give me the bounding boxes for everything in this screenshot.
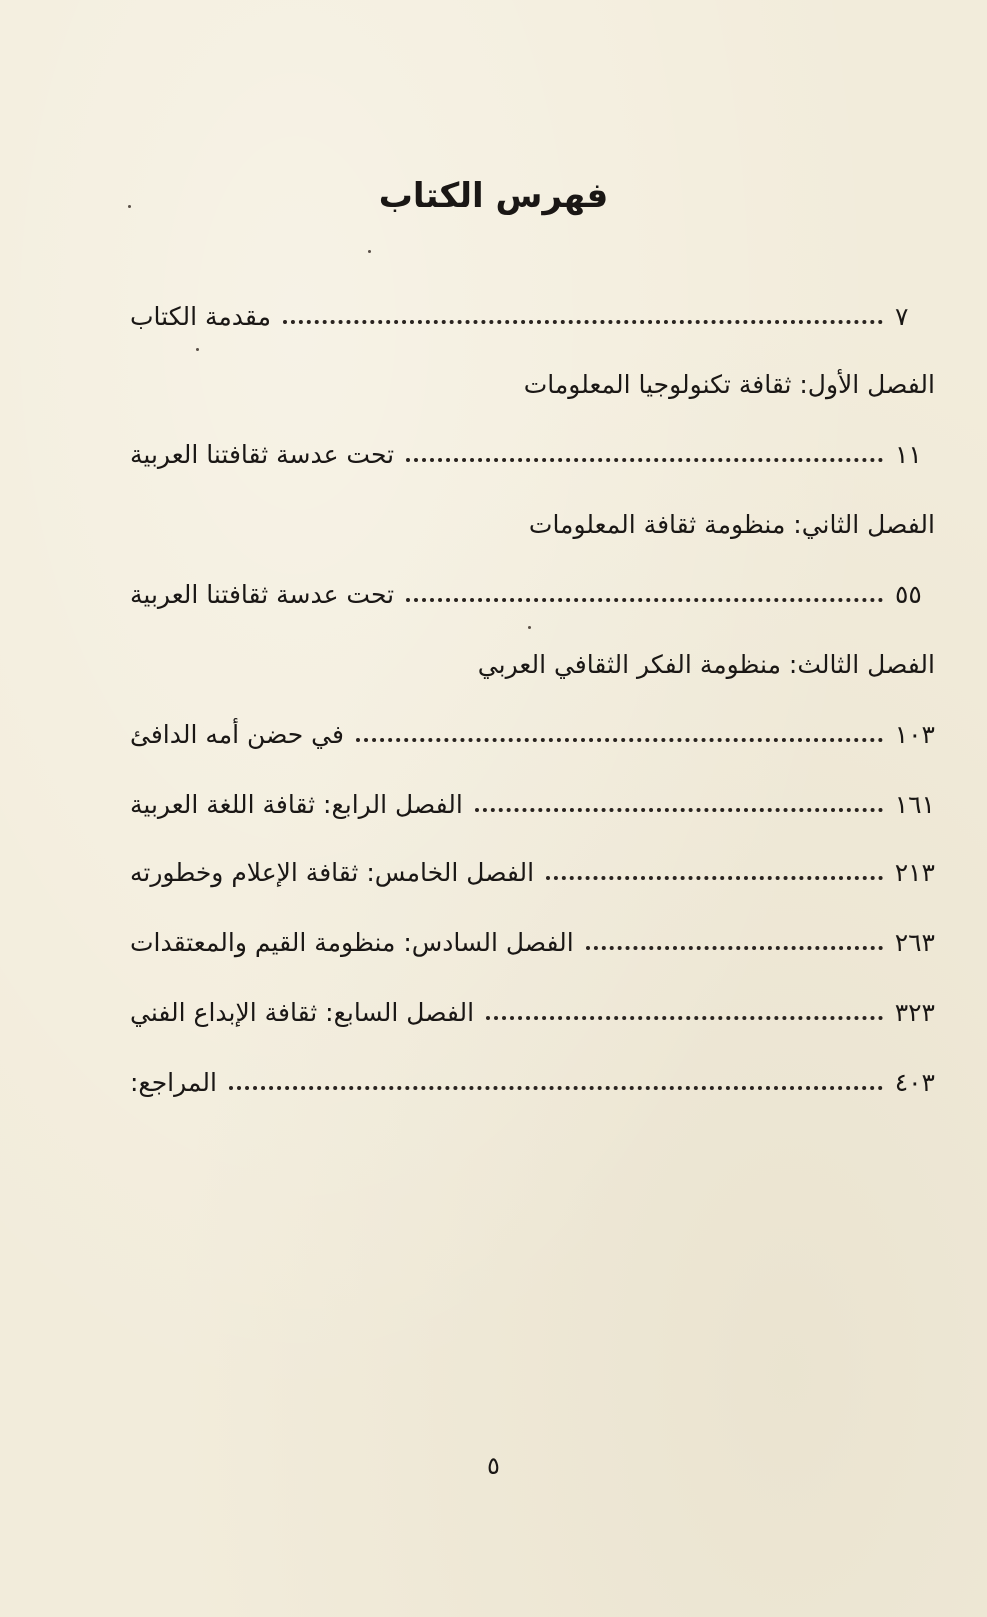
toc-entry-references: [130, 1068, 935, 1108]
toc-entry-chapter-5: [130, 858, 935, 898]
toc-entry-label: الفصل السابع: ثقافة الإبداع الفني: [130, 998, 475, 1027]
toc-entry-label: الفصل السادس: منظومة القيم والمعتقدات: [130, 928, 574, 957]
dot-leader: [356, 738, 883, 742]
toc-entry-label: المراجع:: [130, 1068, 217, 1097]
dot-leader: [475, 808, 883, 812]
dot-leader: [229, 1086, 883, 1090]
toc-page-number: ١١: [895, 440, 922, 469]
toc-entry-label: في حضن أمه الدافئ: [130, 720, 344, 749]
dot-leader: [486, 1016, 883, 1020]
toc-page-number: ٥٥: [895, 580, 922, 609]
toc-entry-label: الفصل الخامس: ثقافة الإعلام وخطورته: [130, 858, 535, 887]
toc-chapter-heading-2: الفصل الثاني: منظومة ثقافة المعلومات: [528, 510, 935, 539]
paper-speck: [368, 250, 371, 253]
dot-leader: [406, 598, 883, 602]
toc-page-number: ٢٦٣: [894, 928, 935, 957]
toc-page-number: ١٦١: [894, 790, 935, 819]
toc-entry-chapter-7: [130, 998, 935, 1038]
toc-entry-label: الفصل الرابع: ثقافة اللغة العربية: [130, 790, 463, 819]
page-title: فهرس الكتاب: [378, 176, 609, 216]
dot-leader: [283, 320, 883, 324]
toc-page-number: ٢١٣: [894, 858, 935, 887]
paper-speck: [128, 205, 131, 208]
toc-page-number: ٤٠٣: [894, 1068, 935, 1097]
toc-entry-chapter-4: [130, 790, 935, 830]
page-number-folio: ٥: [487, 1452, 500, 1480]
paper-speck: [528, 626, 531, 629]
toc-entry-chapter-2: [130, 580, 935, 620]
toc-page-number: ١٠٣: [894, 720, 935, 749]
toc-entry-label: مقدمة الكتاب: [130, 302, 271, 331]
dot-leader: [586, 946, 883, 950]
dot-leader: [546, 876, 883, 880]
dot-leader: [406, 458, 883, 462]
toc-entry-chapter-1: [130, 440, 935, 480]
toc-entry-chapter-6: [130, 928, 935, 968]
toc-entry-introduction: [130, 302, 935, 342]
toc-entry-label: تحت عدسة ثقافتنا العربية: [130, 440, 395, 469]
toc-chapter-heading-1: الفصل الأول: ثقافة تكنولوجيا المعلومات: [523, 370, 935, 399]
toc-entry-label: تحت عدسة ثقافتنا العربية: [130, 580, 395, 609]
toc-page-number: ٧: [895, 302, 909, 331]
toc-page-number: ٣٢٣: [894, 998, 935, 1027]
toc-chapter-heading-3: الفصل الثالث: منظومة الفكر الثقافي العربي: [477, 650, 935, 679]
paper-speck: [196, 348, 199, 351]
toc-entry-chapter-3: [130, 720, 935, 760]
